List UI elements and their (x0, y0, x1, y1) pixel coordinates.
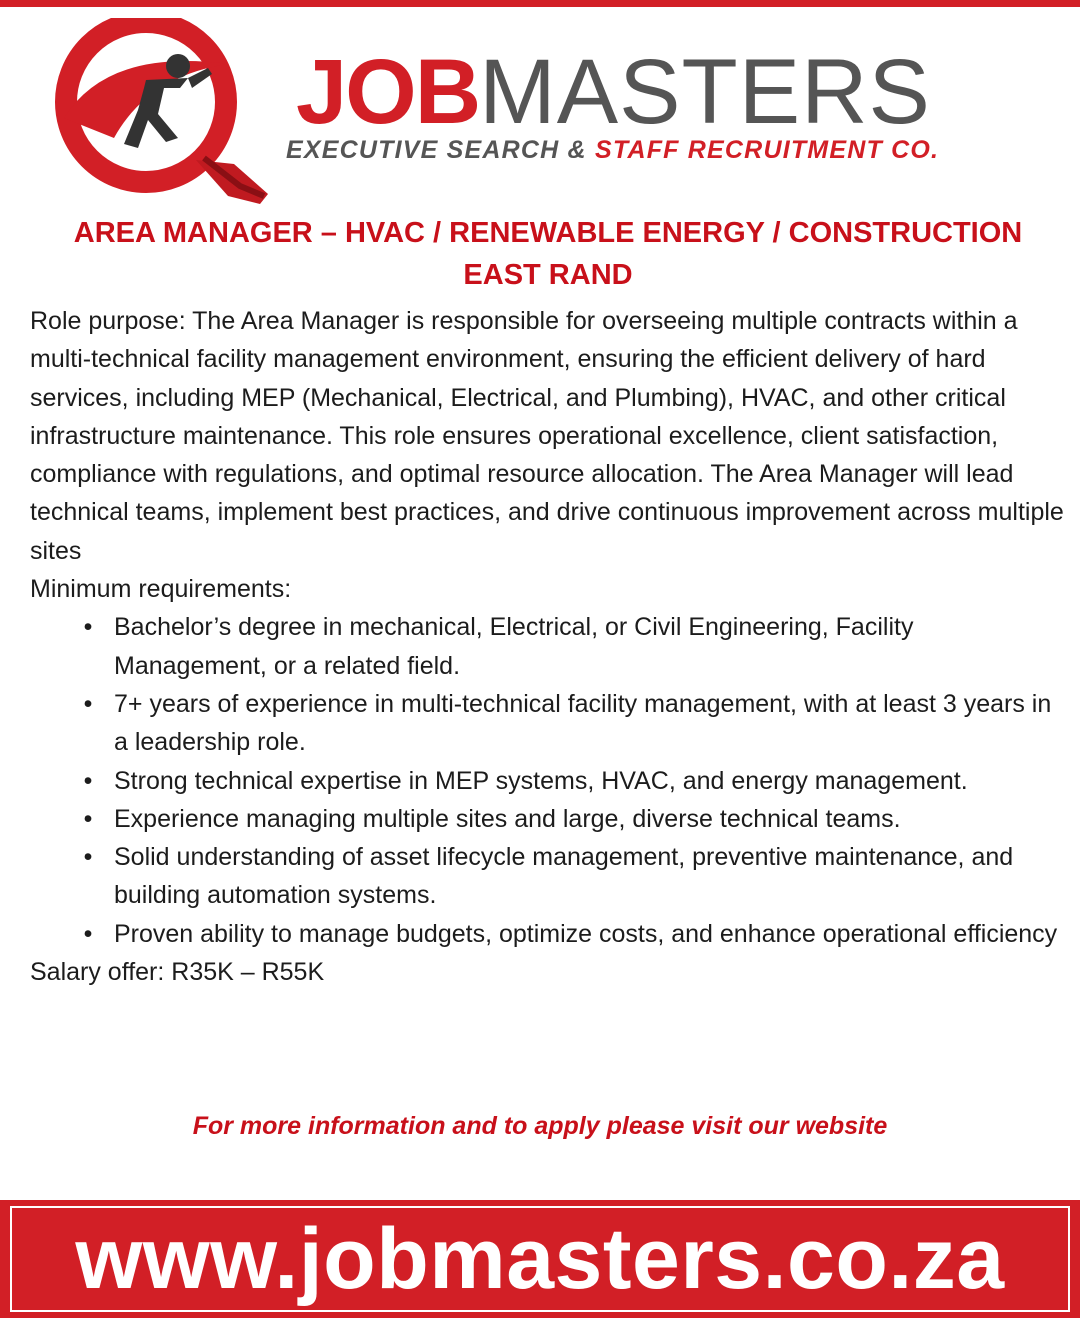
list-item (83, 800, 1070, 838)
requirement-text: Proven ability to manage budgets, optimize costs, and enhance operational efficiency (114, 919, 1058, 948)
tagline-part2: STAFF RECRUITMENT CO. (594, 136, 940, 164)
requirements-list (30, 608, 1070, 953)
bullet-icon: • (83, 689, 93, 718)
requirement-text: 7+ years of experience in multi-technical facility management, with at least 3 years in a leadership role. (114, 689, 1052, 757)
job-title (20, 212, 1076, 296)
list-item (83, 685, 1070, 762)
website-link[interactable]: www.jobmasters.co.za (75, 1210, 1005, 1307)
requirement-text: Solid understanding of asset lifecycle management, preventive maintenance, and building automation systems. (114, 843, 1014, 910)
footer-frame (10, 1206, 1070, 1312)
list-item (83, 608, 1070, 685)
call-to-action: For more information and to apply please visit our website (192, 1112, 888, 1140)
tagline-part1: EXECUTIVE SEARCH & (286, 136, 595, 164)
bullet-icon: • (83, 919, 93, 948)
magnifier-runner-icon (28, 18, 298, 218)
bullet-icon: • (83, 613, 93, 642)
job-title-line2: EAST RAND (463, 259, 633, 291)
bullet-icon: • (83, 766, 93, 795)
job-description (30, 302, 1070, 991)
brand-job: JOB (296, 41, 480, 143)
brand-wordmark (296, 41, 931, 143)
footer-banner (0, 1200, 1080, 1318)
requirement-text: Bachelor’s degree in mechanical, Electrical, or Civil Engineering, Facility Management, or a related field. (114, 613, 914, 680)
bullet-icon: • (83, 843, 93, 872)
brand-masters: MASTERS (479, 41, 931, 143)
list-item (83, 838, 1070, 915)
list-item (83, 915, 1070, 953)
job-title-line1: AREA MANAGER – HVAC / RENEWABLE ENERGY / CONSTRUCTION (73, 217, 1023, 249)
tagline (286, 136, 939, 165)
logo (28, 18, 1028, 218)
role-purpose: Role purpose: The Area Manager is responsible for overseeing multiple contracts within a multi-technical facility management environment, ensuring the efficient delivery of hard services, including MEP (Mechanical, Electrical, and Plumbing), HVAC, and other critical infrastructure maintenance. This role ensures operational excellence, client satisfaction, compliance with regulations, and optimal resource allocation. The Area Manager will lead technical teams, implement best practices, and drive continuous improvement across multiple sites (30, 307, 1064, 565)
requirements-heading: Minimum requirements: (30, 575, 292, 604)
bullet-icon: • (83, 804, 93, 833)
salary-offer: Salary offer: R35K – R55K (30, 958, 325, 987)
top-rule (0, 0, 1080, 7)
list-item (83, 762, 1070, 800)
requirement-text: Experience managing multiple sites and large, diverse technical teams. (114, 804, 901, 833)
requirement-text: Strong technical expertise in MEP systems, HVAC, and energy management. (114, 766, 968, 795)
